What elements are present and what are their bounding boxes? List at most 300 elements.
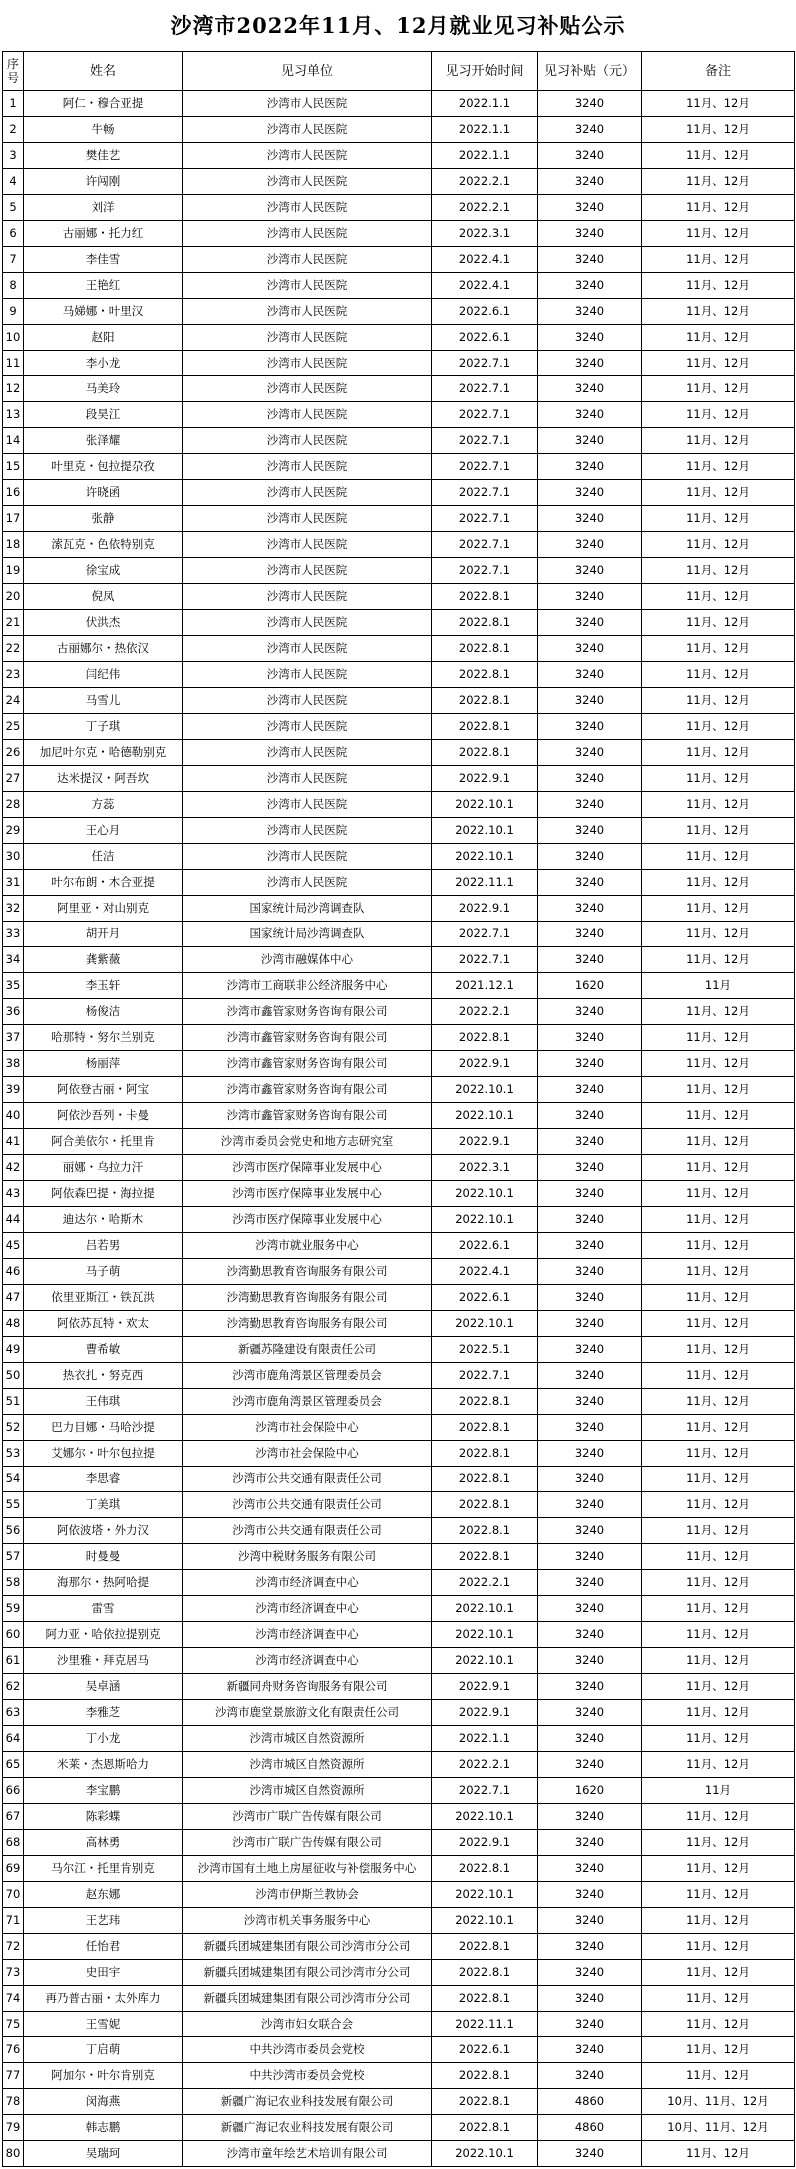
row-start-date: 2022.8.1 bbox=[432, 2063, 538, 2089]
row-subsidy: 3240 bbox=[538, 1933, 642, 1959]
row-subsidy: 3240 bbox=[538, 91, 642, 117]
row-seq: 67 bbox=[3, 1803, 24, 1829]
table-row bbox=[3, 1310, 795, 1336]
row-seq: 72 bbox=[3, 1933, 24, 1959]
row-subsidy: 3240 bbox=[538, 1907, 642, 1933]
row-subsidy: 3240 bbox=[538, 1155, 642, 1181]
row-unit: 沙湾市人民医院 bbox=[183, 661, 432, 687]
row-name: 刘洋 bbox=[24, 194, 183, 220]
row-seq: 19 bbox=[3, 558, 24, 584]
row-subsidy: 3240 bbox=[538, 739, 642, 765]
row-name: 赵东娜 bbox=[24, 1881, 183, 1907]
row-remark: 11月、12月 bbox=[642, 1466, 795, 1492]
row-start-date: 2022.8.1 bbox=[432, 2115, 538, 2141]
row-name: 王艳红 bbox=[24, 272, 183, 298]
row-name: 古丽娜尔・热依汉 bbox=[24, 636, 183, 662]
row-remark: 11月、12月 bbox=[642, 1803, 795, 1829]
row-start-date: 2022.8.1 bbox=[432, 584, 538, 610]
row-remark: 11月、12月 bbox=[642, 895, 795, 921]
row-unit: 沙湾市妇女联合会 bbox=[183, 2011, 432, 2037]
row-start-date: 2022.8.1 bbox=[432, 1466, 538, 1492]
row-name: 依里亚斯江・铁瓦洪 bbox=[24, 1284, 183, 1310]
row-subsidy: 3240 bbox=[538, 1077, 642, 1103]
row-unit: 沙湾市社会保险中心 bbox=[183, 1414, 432, 1440]
row-name: 加尼叶尔克・哈德勒别克 bbox=[24, 739, 183, 765]
row-subsidy: 4860 bbox=[538, 2115, 642, 2141]
row-seq: 61 bbox=[3, 1648, 24, 1674]
row-subsidy: 3240 bbox=[538, 1985, 642, 2011]
row-remark: 11月、12月 bbox=[642, 2141, 795, 2167]
table-row bbox=[3, 2063, 795, 2089]
row-start-date: 2022.1.1 bbox=[432, 116, 538, 142]
table-row bbox=[3, 661, 795, 687]
row-start-date: 2022.8.1 bbox=[432, 1933, 538, 1959]
row-name: 任洁 bbox=[24, 843, 183, 869]
table-row bbox=[3, 558, 795, 584]
row-seq: 25 bbox=[3, 713, 24, 739]
row-name: 时曼曼 bbox=[24, 1544, 183, 1570]
row-start-date: 2022.6.1 bbox=[432, 1232, 538, 1258]
row-subsidy: 3240 bbox=[538, 584, 642, 610]
row-name: 许晓函 bbox=[24, 480, 183, 506]
table-row bbox=[3, 1103, 795, 1129]
row-seq: 46 bbox=[3, 1258, 24, 1284]
row-start-date: 2022.10.1 bbox=[432, 1103, 538, 1129]
row-start-date: 2021.12.1 bbox=[432, 973, 538, 999]
row-start-date: 2022.7.1 bbox=[432, 480, 538, 506]
row-subsidy: 3240 bbox=[538, 506, 642, 532]
row-name: 吴瑞珂 bbox=[24, 2141, 183, 2167]
row-name: 杨俊洁 bbox=[24, 999, 183, 1025]
row-seq: 73 bbox=[3, 1959, 24, 1985]
row-unit: 沙湾市机关事务服务中心 bbox=[183, 1907, 432, 1933]
row-subsidy: 4860 bbox=[538, 2089, 642, 2115]
row-start-date: 2022.3.1 bbox=[432, 220, 538, 246]
row-subsidy: 3240 bbox=[538, 168, 642, 194]
row-start-date: 2022.8.1 bbox=[432, 1855, 538, 1881]
row-seq: 21 bbox=[3, 610, 24, 636]
table-row bbox=[3, 1025, 795, 1051]
row-remark: 11月、12月 bbox=[642, 1881, 795, 1907]
row-remark: 11月、12月 bbox=[642, 843, 795, 869]
row-unit: 沙湾市人民医院 bbox=[183, 376, 432, 402]
row-start-date: 2022.7.1 bbox=[432, 947, 538, 973]
table-row bbox=[3, 869, 795, 895]
row-name: 高林勇 bbox=[24, 1829, 183, 1855]
row-subsidy: 3240 bbox=[538, 1025, 642, 1051]
row-subsidy: 3240 bbox=[538, 1051, 642, 1077]
row-subsidy: 3240 bbox=[538, 1310, 642, 1336]
row-name: 叶里克・包拉提尕孜 bbox=[24, 454, 183, 480]
row-start-date: 2022.7.1 bbox=[432, 350, 538, 376]
row-unit: 沙湾市人民医院 bbox=[183, 791, 432, 817]
row-name: 李小龙 bbox=[24, 350, 183, 376]
row-start-date: 2022.6.1 bbox=[432, 298, 538, 324]
row-seq: 52 bbox=[3, 1414, 24, 1440]
row-seq: 76 bbox=[3, 2037, 24, 2063]
row-subsidy: 3240 bbox=[538, 1103, 642, 1129]
row-unit: 国家统计局沙湾调查队 bbox=[183, 921, 432, 947]
row-subsidy: 3240 bbox=[538, 298, 642, 324]
table-row bbox=[3, 1232, 795, 1258]
row-remark: 11月、12月 bbox=[642, 947, 795, 973]
header-name: 姓名 bbox=[24, 52, 183, 91]
row-start-date: 2022.8.1 bbox=[432, 1025, 538, 1051]
row-unit: 新疆同舟财务咨询服务有限公司 bbox=[183, 1674, 432, 1700]
row-unit: 沙湾勤思教育咨询服务有限公司 bbox=[183, 1310, 432, 1336]
subsidy-table bbox=[2, 51, 795, 2167]
row-name: 李雅芝 bbox=[24, 1700, 183, 1726]
row-start-date: 2022.7.1 bbox=[432, 921, 538, 947]
header-remark: 备注 bbox=[642, 52, 795, 91]
row-unit: 沙湾市人民医院 bbox=[183, 636, 432, 662]
row-start-date: 2022.2.1 bbox=[432, 1752, 538, 1778]
table-row bbox=[3, 1726, 795, 1752]
table-row bbox=[3, 2037, 795, 2063]
row-remark: 11月、12月 bbox=[642, 1959, 795, 1985]
table-row bbox=[3, 298, 795, 324]
row-seq: 22 bbox=[3, 636, 24, 662]
row-unit: 沙湾市鑫管家财务咨询有限公司 bbox=[183, 1051, 432, 1077]
row-unit: 沙湾市城区自然资源所 bbox=[183, 1726, 432, 1752]
table-row bbox=[3, 1440, 795, 1466]
row-remark: 11月、12月 bbox=[642, 610, 795, 636]
row-name: 方蕊 bbox=[24, 791, 183, 817]
row-subsidy: 3240 bbox=[538, 454, 642, 480]
row-seq: 14 bbox=[3, 428, 24, 454]
row-seq: 45 bbox=[3, 1232, 24, 1258]
row-unit: 沙湾市人民医院 bbox=[183, 194, 432, 220]
row-seq: 18 bbox=[3, 532, 24, 558]
row-subsidy: 3240 bbox=[538, 1206, 642, 1232]
row-name: 艾娜尔・叶尔包拉提 bbox=[24, 1440, 183, 1466]
row-name: 徐宝成 bbox=[24, 558, 183, 584]
row-subsidy: 1620 bbox=[538, 1777, 642, 1803]
row-remark: 11月、12月 bbox=[642, 168, 795, 194]
row-start-date: 2022.10.1 bbox=[432, 817, 538, 843]
row-start-date: 2022.4.1 bbox=[432, 246, 538, 272]
row-remark: 11月、12月 bbox=[642, 558, 795, 584]
table-row bbox=[3, 739, 795, 765]
row-remark: 11月、12月 bbox=[642, 454, 795, 480]
table-row bbox=[3, 1051, 795, 1077]
row-start-date: 2022.8.1 bbox=[432, 1414, 538, 1440]
row-subsidy: 3240 bbox=[538, 999, 642, 1025]
row-remark: 11月、12月 bbox=[642, 532, 795, 558]
row-seq: 78 bbox=[3, 2089, 24, 2115]
row-remark: 11月、12月 bbox=[642, 713, 795, 739]
row-seq: 20 bbox=[3, 584, 24, 610]
row-subsidy: 3240 bbox=[538, 765, 642, 791]
table-row bbox=[3, 1752, 795, 1778]
table-row bbox=[3, 142, 795, 168]
row-subsidy: 3240 bbox=[538, 1232, 642, 1258]
table-row bbox=[3, 999, 795, 1025]
row-subsidy: 3240 bbox=[538, 1648, 642, 1674]
row-remark: 11月、12月 bbox=[642, 91, 795, 117]
row-name: 迪达尔・哈斯木 bbox=[24, 1206, 183, 1232]
row-start-date: 2022.7.1 bbox=[432, 454, 538, 480]
row-name: 韩志鹏 bbox=[24, 2115, 183, 2141]
row-subsidy: 3240 bbox=[538, 791, 642, 817]
row-subsidy: 3240 bbox=[538, 1388, 642, 1414]
row-subsidy: 3240 bbox=[538, 1959, 642, 1985]
row-seq: 10 bbox=[3, 324, 24, 350]
row-remark: 11月、12月 bbox=[642, 1258, 795, 1284]
header-start-date: 见习开始时间 bbox=[432, 52, 538, 91]
row-unit: 沙湾市公共交通有限责任公司 bbox=[183, 1466, 432, 1492]
row-subsidy: 1620 bbox=[538, 973, 642, 999]
table-row bbox=[3, 116, 795, 142]
row-seq: 33 bbox=[3, 921, 24, 947]
row-seq: 35 bbox=[3, 973, 24, 999]
row-subsidy: 3240 bbox=[538, 636, 642, 662]
table-row bbox=[3, 272, 795, 298]
row-start-date: 2022.11.1 bbox=[432, 2011, 538, 2037]
row-subsidy: 3240 bbox=[538, 1518, 642, 1544]
row-subsidy: 3240 bbox=[538, 1414, 642, 1440]
row-remark: 11月、12月 bbox=[642, 350, 795, 376]
row-subsidy: 3240 bbox=[538, 1674, 642, 1700]
row-start-date: 2022.7.1 bbox=[432, 1777, 538, 1803]
row-unit: 沙湾市人民医院 bbox=[183, 91, 432, 117]
row-start-date: 2022.10.1 bbox=[432, 1881, 538, 1907]
row-unit: 沙湾市城区自然资源所 bbox=[183, 1777, 432, 1803]
row-start-date: 2022.8.1 bbox=[432, 1518, 538, 1544]
row-remark: 11月、12月 bbox=[642, 1414, 795, 1440]
row-start-date: 2022.9.1 bbox=[432, 765, 538, 791]
row-name: 马雪儿 bbox=[24, 687, 183, 713]
row-seq: 55 bbox=[3, 1492, 24, 1518]
row-subsidy: 3240 bbox=[538, 1570, 642, 1596]
row-name: 叶尔布朗・木合亚提 bbox=[24, 869, 183, 895]
table-row bbox=[3, 2115, 795, 2141]
row-start-date: 2022.7.1 bbox=[432, 376, 538, 402]
table-row bbox=[3, 584, 795, 610]
row-start-date: 2022.6.1 bbox=[432, 1284, 538, 1310]
row-start-date: 2022.7.1 bbox=[432, 558, 538, 584]
row-subsidy: 3240 bbox=[538, 1440, 642, 1466]
page-title: 沙湾市2022年11月、12月就业见习补贴公示 bbox=[170, 13, 626, 38]
table-row bbox=[3, 1077, 795, 1103]
row-remark: 11月、12月 bbox=[642, 687, 795, 713]
row-remark: 11月、12月 bbox=[642, 116, 795, 142]
row-seq: 80 bbox=[3, 2141, 24, 2167]
row-seq: 42 bbox=[3, 1155, 24, 1181]
row-remark: 11月、12月 bbox=[642, 1284, 795, 1310]
row-name: 李宝鹏 bbox=[24, 1777, 183, 1803]
table-row bbox=[3, 1544, 795, 1570]
row-unit: 沙湾中税财务服务有限公司 bbox=[183, 1544, 432, 1570]
row-start-date: 2022.2.1 bbox=[432, 1570, 538, 1596]
row-subsidy: 3240 bbox=[538, 869, 642, 895]
row-unit: 沙湾勤思教育咨询服务有限公司 bbox=[183, 1284, 432, 1310]
row-remark: 11月、12月 bbox=[642, 739, 795, 765]
row-remark: 11月、12月 bbox=[642, 1051, 795, 1077]
row-remark: 11月、12月 bbox=[642, 1985, 795, 2011]
row-unit: 沙湾市人民医院 bbox=[183, 558, 432, 584]
table-row bbox=[3, 1466, 795, 1492]
row-subsidy: 3240 bbox=[538, 194, 642, 220]
row-subsidy: 3240 bbox=[538, 480, 642, 506]
row-unit: 沙湾市社会保险中心 bbox=[183, 1440, 432, 1466]
table-row bbox=[3, 636, 795, 662]
row-start-date: 2022.8.1 bbox=[432, 1544, 538, 1570]
row-unit: 沙湾市委员会党史和地方志研究室 bbox=[183, 1129, 432, 1155]
table-row bbox=[3, 1803, 795, 1829]
row-start-date: 2022.2.1 bbox=[432, 194, 538, 220]
row-remark: 11月、12月 bbox=[642, 1440, 795, 1466]
row-remark: 11月、12月 bbox=[642, 2037, 795, 2063]
row-unit: 新疆广海记农业科技发展有限公司 bbox=[183, 2115, 432, 2141]
row-seq: 77 bbox=[3, 2063, 24, 2089]
row-remark: 11月、12月 bbox=[642, 636, 795, 662]
row-name: 达米提汉・阿吾坎 bbox=[24, 765, 183, 791]
row-name: 李玉轩 bbox=[24, 973, 183, 999]
row-unit: 新疆苏隆建设有限责任公司 bbox=[183, 1336, 432, 1362]
row-remark: 11月、12月 bbox=[642, 1336, 795, 1362]
row-unit: 沙湾市人民医院 bbox=[183, 220, 432, 246]
row-seq: 12 bbox=[3, 376, 24, 402]
table-row bbox=[3, 2011, 795, 2037]
table-row bbox=[3, 324, 795, 350]
row-subsidy: 3240 bbox=[538, 350, 642, 376]
row-remark: 11月、12月 bbox=[642, 272, 795, 298]
row-start-date: 2022.6.1 bbox=[432, 2037, 538, 2063]
row-remark: 11月、12月 bbox=[642, 1518, 795, 1544]
table-row bbox=[3, 1881, 795, 1907]
row-remark: 10月、11月、12月 bbox=[642, 2115, 795, 2141]
row-remark: 11月、12月 bbox=[642, 1752, 795, 1778]
row-seq: 40 bbox=[3, 1103, 24, 1129]
row-unit: 沙湾市人民医院 bbox=[183, 298, 432, 324]
row-unit: 沙湾市人民医院 bbox=[183, 713, 432, 739]
row-remark: 11月、12月 bbox=[642, 1933, 795, 1959]
table-row bbox=[3, 454, 795, 480]
row-name: 巴力目娜・马哈沙提 bbox=[24, 1414, 183, 1440]
row-remark: 11月、12月 bbox=[642, 1622, 795, 1648]
row-seq: 64 bbox=[3, 1726, 24, 1752]
row-seq: 63 bbox=[3, 1700, 24, 1726]
row-unit: 沙湾市人民医院 bbox=[183, 817, 432, 843]
row-unit: 沙湾市鑫管家财务咨询有限公司 bbox=[183, 1103, 432, 1129]
row-start-date: 2022.10.1 bbox=[432, 1803, 538, 1829]
row-start-date: 2022.10.1 bbox=[432, 1206, 538, 1232]
row-subsidy: 3240 bbox=[538, 1258, 642, 1284]
row-name: 阿合美依尔・托里肯 bbox=[24, 1129, 183, 1155]
row-name: 马娣娜・叶里汉 bbox=[24, 298, 183, 324]
row-name: 阿仁・穆合亚提 bbox=[24, 91, 183, 117]
row-start-date: 2022.9.1 bbox=[432, 1829, 538, 1855]
row-seq: 28 bbox=[3, 791, 24, 817]
row-subsidy: 3240 bbox=[538, 1752, 642, 1778]
row-name: 热衣扎・努克西 bbox=[24, 1362, 183, 1388]
row-start-date: 2022.8.1 bbox=[432, 1959, 538, 1985]
row-unit: 新疆兵团城建集团有限公司沙湾市分公司 bbox=[183, 1933, 432, 1959]
row-subsidy: 3240 bbox=[538, 1803, 642, 1829]
row-seq: 32 bbox=[3, 895, 24, 921]
row-subsidy: 3240 bbox=[538, 1492, 642, 1518]
row-remark: 11月、12月 bbox=[642, 661, 795, 687]
row-name: 许闯刚 bbox=[24, 168, 183, 194]
row-unit: 沙湾市人民医院 bbox=[183, 116, 432, 142]
table-row bbox=[3, 1336, 795, 1362]
row-seq: 36 bbox=[3, 999, 24, 1025]
row-start-date: 2022.3.1 bbox=[432, 1155, 538, 1181]
row-seq: 70 bbox=[3, 1881, 24, 1907]
row-name: 再乃普古丽・太外库力 bbox=[24, 1985, 183, 2011]
table-row bbox=[3, 1206, 795, 1232]
row-subsidy: 3240 bbox=[538, 324, 642, 350]
row-subsidy: 3240 bbox=[538, 1129, 642, 1155]
row-remark: 11月、12月 bbox=[642, 1310, 795, 1336]
row-remark: 11月、12月 bbox=[642, 1103, 795, 1129]
row-name: 王伟琪 bbox=[24, 1388, 183, 1414]
row-subsidy: 3240 bbox=[538, 402, 642, 428]
table-row bbox=[3, 895, 795, 921]
row-unit: 沙湾市人民医院 bbox=[183, 168, 432, 194]
row-unit: 沙湾市医疗保障事业发展中心 bbox=[183, 1155, 432, 1181]
header-subsidy: 见习补贴（元） bbox=[538, 52, 642, 91]
row-seq: 79 bbox=[3, 2115, 24, 2141]
row-unit: 沙湾市人民医院 bbox=[183, 402, 432, 428]
row-seq: 27 bbox=[3, 765, 24, 791]
row-start-date: 2022.9.1 bbox=[432, 1129, 538, 1155]
row-start-date: 2022.5.1 bbox=[432, 1336, 538, 1362]
row-unit: 沙湾市广联广告传媒有限公司 bbox=[183, 1803, 432, 1829]
row-name: 丁启萌 bbox=[24, 2037, 183, 2063]
row-subsidy: 3240 bbox=[538, 376, 642, 402]
row-seq: 23 bbox=[3, 661, 24, 687]
row-unit: 沙湾市人民医院 bbox=[183, 142, 432, 168]
row-remark: 11月、12月 bbox=[642, 324, 795, 350]
table-row bbox=[3, 1414, 795, 1440]
row-unit: 中共沙湾市委员会党校 bbox=[183, 2037, 432, 2063]
row-subsidy: 3240 bbox=[538, 1622, 642, 1648]
row-name: 王心月 bbox=[24, 817, 183, 843]
row-name: 阿依波塔・外力汉 bbox=[24, 1518, 183, 1544]
row-subsidy: 3240 bbox=[538, 1829, 642, 1855]
row-start-date: 2022.10.1 bbox=[432, 843, 538, 869]
table-row bbox=[3, 2089, 795, 2115]
row-name: 龚紫薇 bbox=[24, 947, 183, 973]
row-name: 张静 bbox=[24, 506, 183, 532]
row-start-date: 2022.9.1 bbox=[432, 1674, 538, 1700]
row-unit: 沙湾市人民医院 bbox=[183, 765, 432, 791]
row-unit: 沙湾市广联广告传媒有限公司 bbox=[183, 1829, 432, 1855]
row-name: 海那尔・热阿哈提 bbox=[24, 1570, 183, 1596]
row-unit: 沙湾市人民医院 bbox=[183, 428, 432, 454]
row-subsidy: 3240 bbox=[538, 1726, 642, 1752]
row-seq: 69 bbox=[3, 1855, 24, 1881]
row-seq: 6 bbox=[3, 220, 24, 246]
table-row bbox=[3, 91, 795, 117]
row-subsidy: 3240 bbox=[538, 713, 642, 739]
row-unit: 沙湾市鑫管家财务咨询有限公司 bbox=[183, 999, 432, 1025]
row-unit: 沙湾市鹿堂景旅游文化有限责任公司 bbox=[183, 1700, 432, 1726]
row-seq: 16 bbox=[3, 480, 24, 506]
row-start-date: 2022.1.1 bbox=[432, 1726, 538, 1752]
row-subsidy: 3240 bbox=[538, 817, 642, 843]
row-name: 伏洪杰 bbox=[24, 610, 183, 636]
row-seq: 26 bbox=[3, 739, 24, 765]
row-seq: 37 bbox=[3, 1025, 24, 1051]
row-start-date: 2022.9.1 bbox=[432, 1051, 538, 1077]
table-row bbox=[3, 1829, 795, 1855]
row-remark: 11月、12月 bbox=[642, 2063, 795, 2089]
row-name: 马尔江・托里肯别克 bbox=[24, 1855, 183, 1881]
row-seq: 1 bbox=[3, 91, 24, 117]
